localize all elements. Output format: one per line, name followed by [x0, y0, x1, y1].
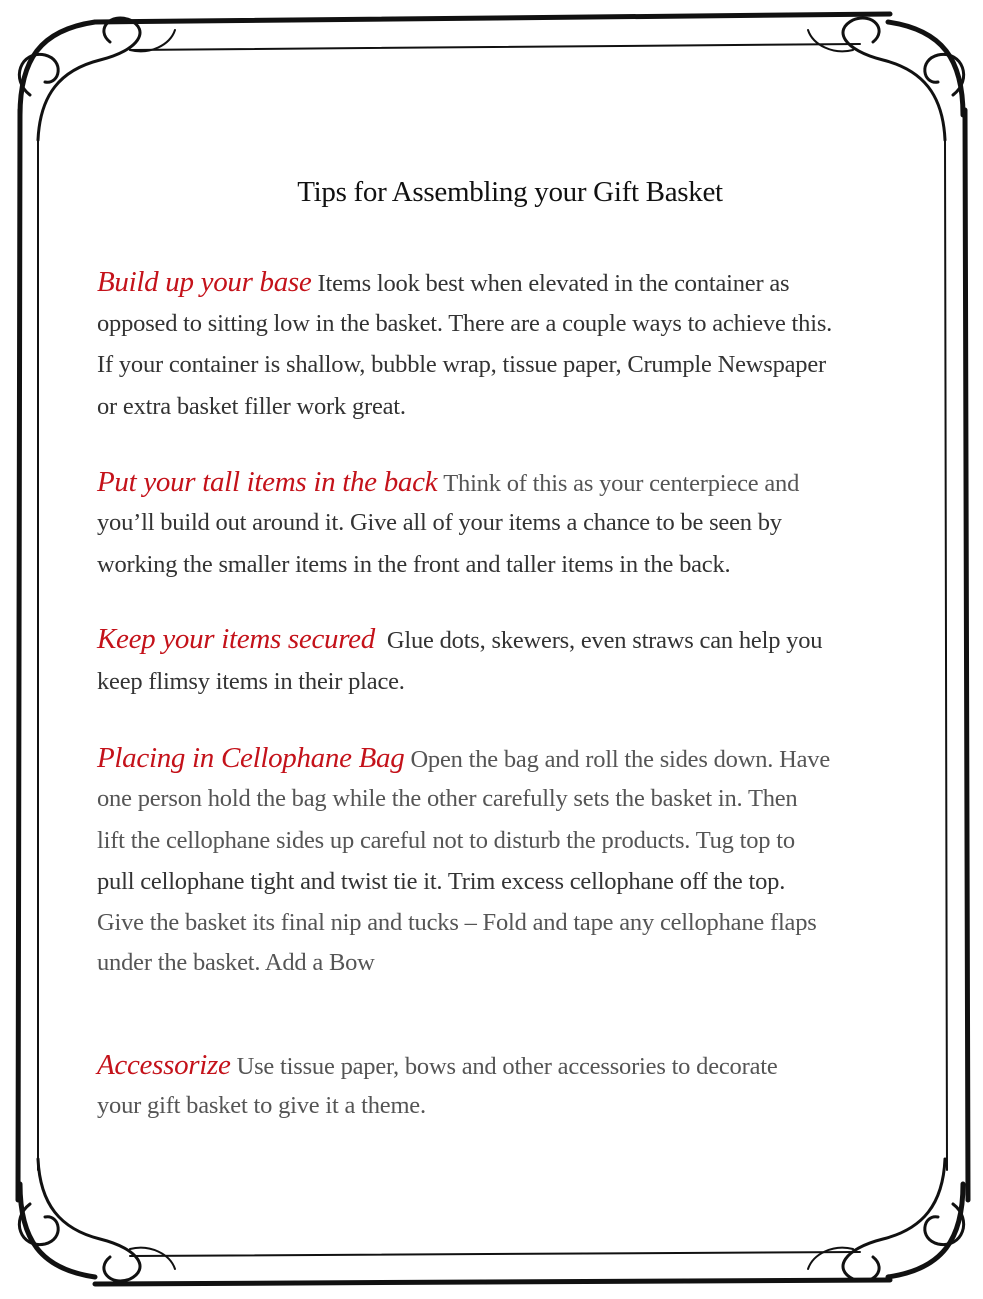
tip-body-text: opposed to sitting low in the basket. There are a couple ways to achieve this.: [97, 310, 833, 337]
tip-heading: Build up your base: [97, 266, 312, 298]
tip-body-line: [97, 827, 795, 855]
tip-first-line: [97, 266, 789, 299]
tip-heading: Put your tall items in the back: [97, 466, 438, 498]
tip-body-line: [97, 351, 826, 379]
page-title: Tips for Assembling your Gift Basket: [297, 176, 723, 208]
tip-body-text: under the basket. Add a Bow: [97, 949, 375, 976]
tip-body-line: [97, 393, 406, 421]
tip-body-line: [97, 509, 782, 537]
corner-swirl-icon: [19, 18, 175, 140]
tip-body-text: lift the cellophane sides up careful not to disturb the products. Tug top to: [97, 827, 795, 854]
tip-body-text: If your container is shallow, bubble wrap, tissue paper, Crumple Newspaper: [97, 351, 826, 378]
tip-body-line: [97, 909, 817, 937]
tip-body-line: [97, 310, 832, 338]
tip-heading: Accessorize: [97, 1049, 231, 1081]
tip-heading: Keep your items secured: [97, 623, 375, 655]
tip-first-line: [97, 742, 830, 775]
tip-heading: Placing in Cellophane Bag: [97, 742, 405, 774]
tip-first-line: [97, 1049, 778, 1082]
tip-body-line: [97, 949, 375, 977]
tip-body-line: [97, 668, 405, 696]
tip-body-text: pull cellophane tight and twist tie it. Trim excess cellophane off the top.: [97, 868, 786, 895]
tip-first-line: [97, 623, 822, 656]
tip-body-text: Give the basket its final nip and tucks – Fold and tape any cellophane flaps: [97, 909, 817, 936]
tip-body-text: one person hold the bag while the other carefully sets the basket in. Then: [97, 785, 798, 812]
tip-body-text: Glue dots, skewers, even straws can help you: [380, 627, 823, 654]
tip-body-text: working the smaller items in the front and taller items in the back.: [97, 551, 731, 578]
tip-body-text: Items look best when elevated in the container as: [317, 270, 790, 297]
tip-body-text: your gift basket to give it a theme.: [97, 1092, 426, 1119]
tip-body-line: [97, 1092, 426, 1120]
tip-body-text: keep flimsy items in their place.: [97, 668, 405, 695]
tip-body-text: Open the bag and roll the sides down. Have: [410, 746, 830, 773]
tip-first-line: [97, 466, 799, 499]
tip-body-text: Think of this as your centerpiece and: [443, 470, 800, 497]
tip-body-text: you’ll build out around it. Give all of your items a chance to be seen by: [97, 509, 782, 536]
tip-body-line: [97, 551, 730, 579]
tip-body-line: [97, 868, 785, 896]
tip-body-text: Use tissue paper, bows and other accessories to decorate: [236, 1053, 778, 1080]
tip-body-text: or extra basket filler work great.: [97, 393, 406, 420]
tip-body-line: [97, 785, 798, 813]
